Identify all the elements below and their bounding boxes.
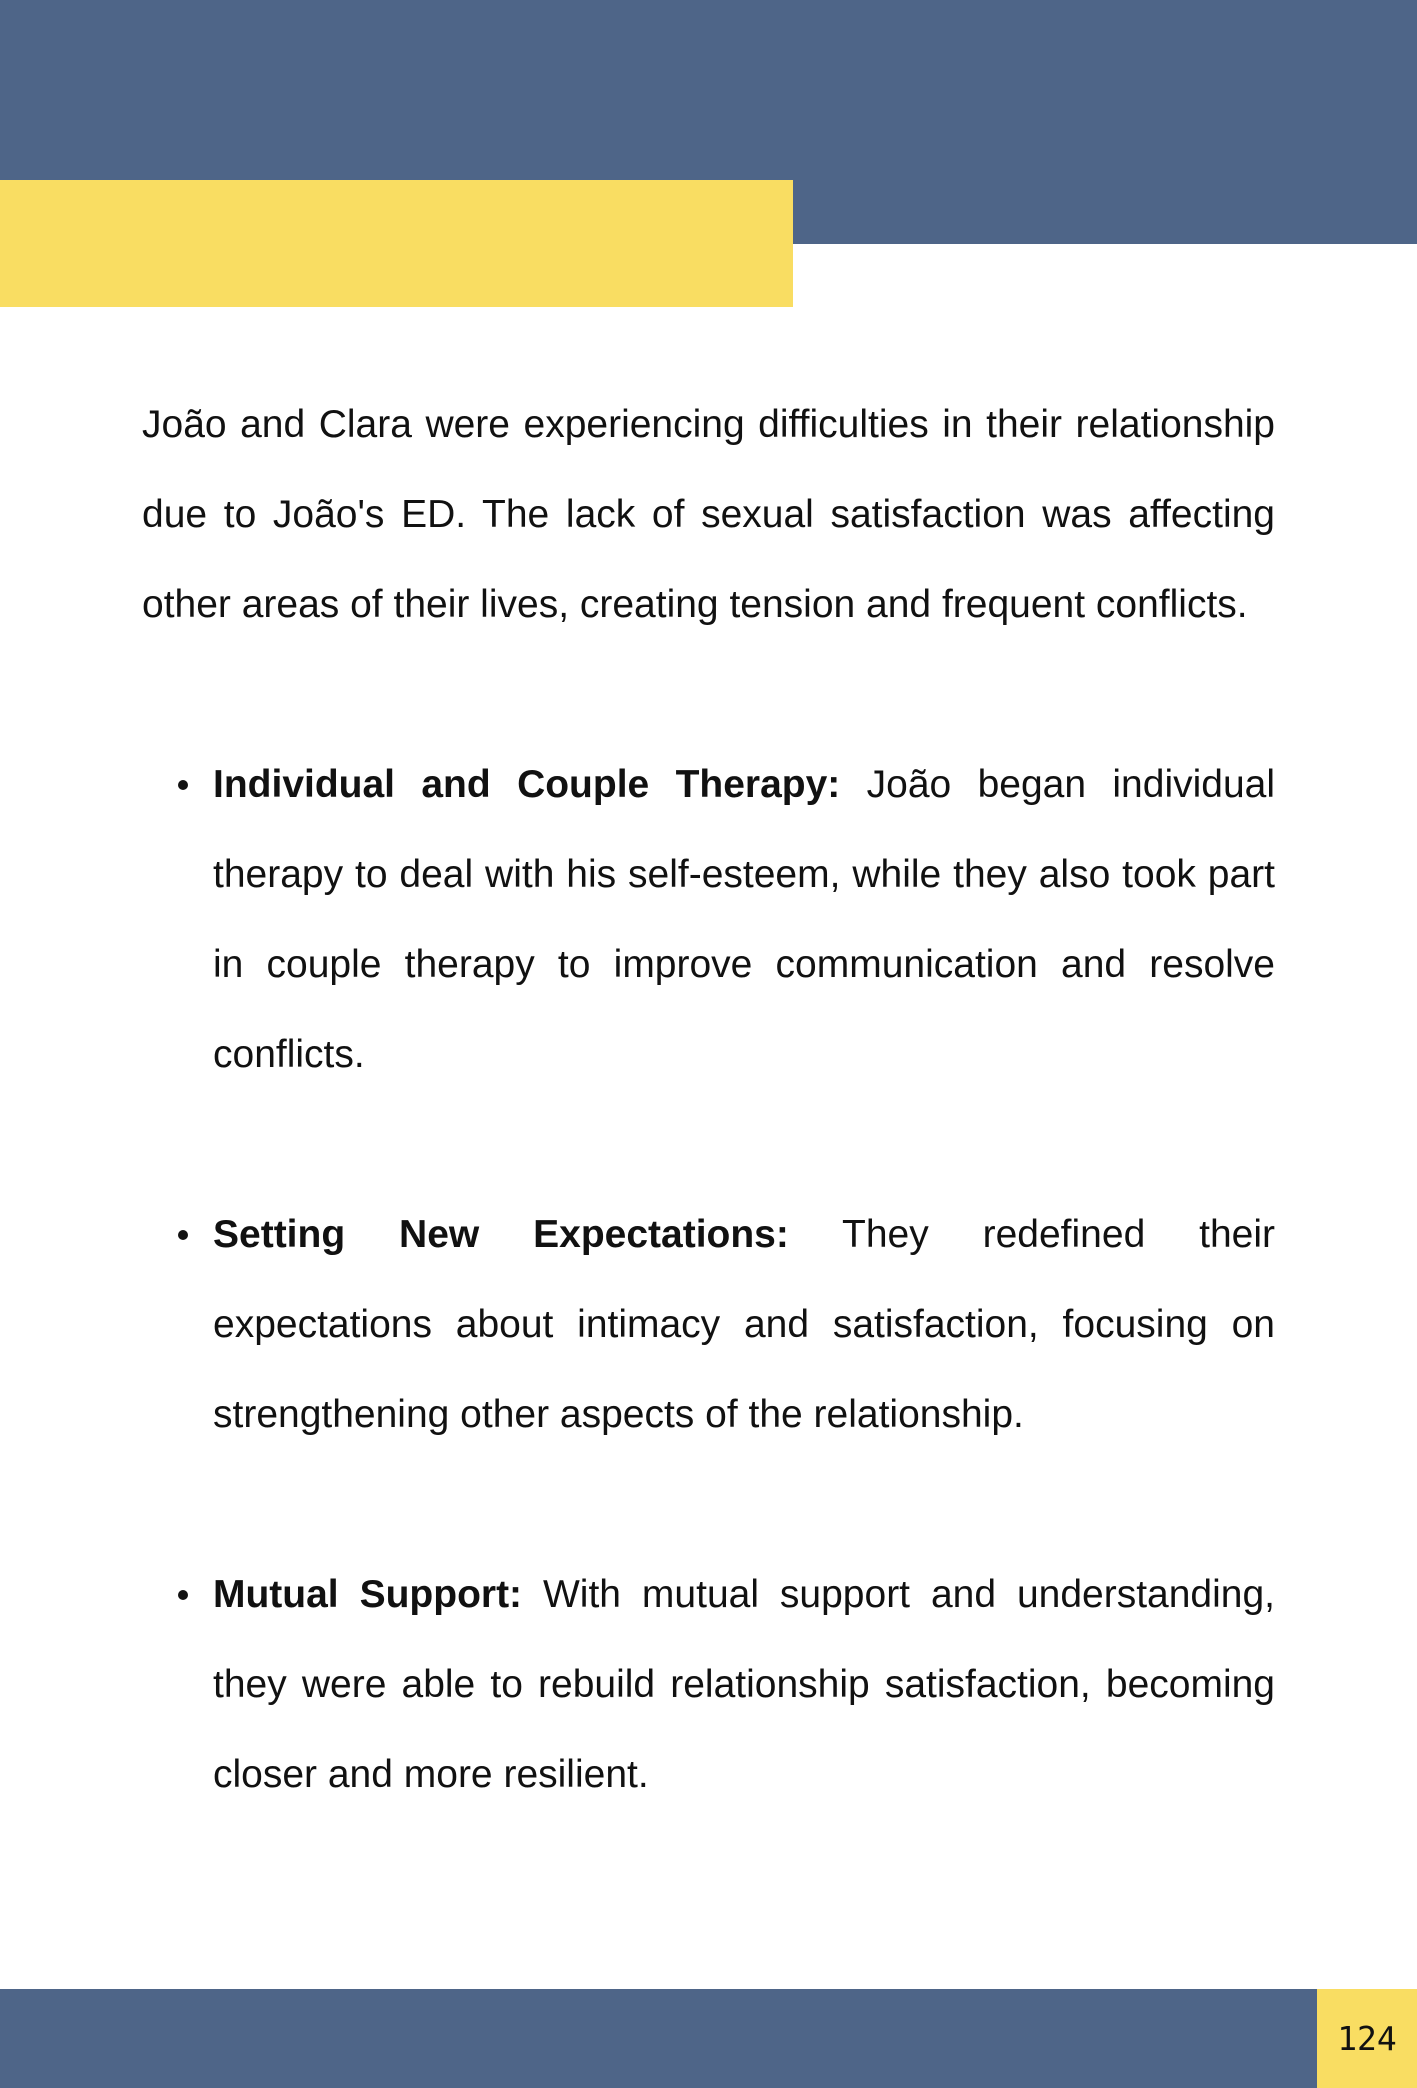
bullet-icon <box>178 1230 188 1240</box>
page-content <box>142 380 1275 1910</box>
page-number: 124 <box>1317 1989 1417 2088</box>
bullet-text: João began individual therapy to deal with his self-esteem, while they also took part in couple therapy to improve communication and resolve conflicts. <box>213 763 1276 1076</box>
intro-paragraph: João and Clara were experiencing difficulties in their relationship due to João's ED. The lack of sexual satisfaction was affecting other areas of their lives, creating tension and frequent conflicts. <box>142 403 1275 626</box>
list-item <box>142 1550 1275 1820</box>
footer-band <box>0 1989 1317 2088</box>
bullet-list <box>142 740 1275 1820</box>
bullet-text: With mutual support and understanding, they were able to rebuild relationship satisfaction, becoming closer and more resilient. <box>213 1573 1275 1796</box>
list-item <box>142 740 1275 1100</box>
header-accent-bar <box>0 180 793 307</box>
bullet-title: Setting New Expectations: <box>213 1213 789 1256</box>
bullet-icon <box>178 780 188 790</box>
bullet-title: Mutual Support: <box>213 1573 523 1616</box>
bullet-icon <box>178 1590 188 1600</box>
bullet-title: Individual and Couple Therapy: <box>213 763 841 806</box>
list-item <box>142 1190 1275 1460</box>
bullet-text: They redefined their expectations about intimacy and satisfaction, focusing on strengthening other aspects of the relationship. <box>213 1213 1276 1436</box>
